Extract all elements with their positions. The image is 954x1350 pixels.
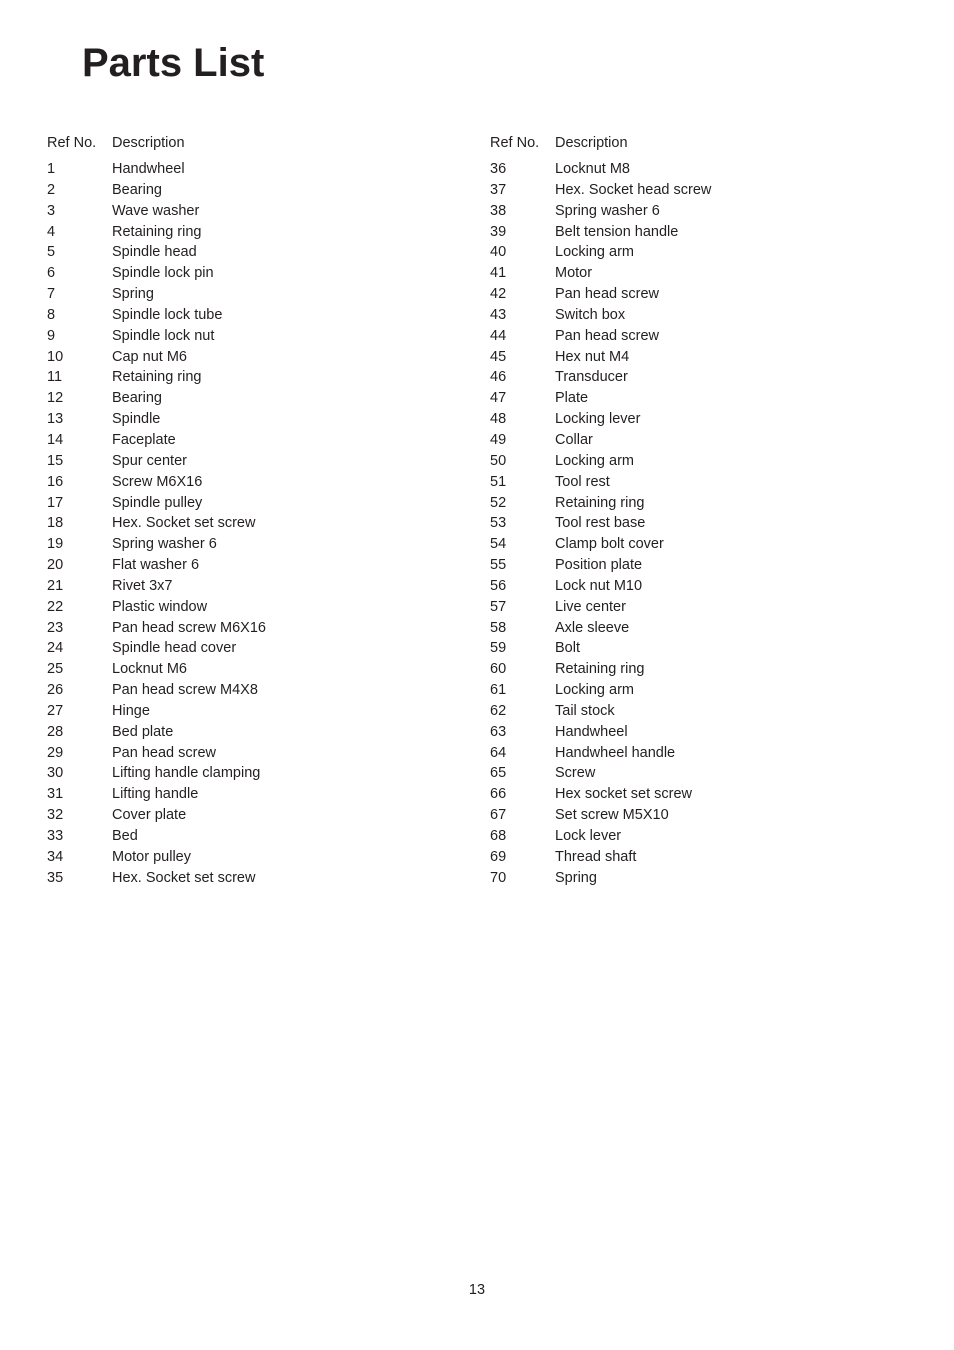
table-row [47, 180, 467, 201]
table-row [47, 576, 467, 597]
table-row [490, 305, 910, 326]
table-row [47, 305, 467, 326]
part-description: Retaining ring [555, 494, 645, 511]
table-row [47, 534, 467, 555]
part-description: Locking arm [555, 452, 634, 469]
part-description: Lifting handle [112, 786, 199, 803]
part-description: Handwheel [112, 161, 185, 177]
ref-number: 29 [47, 744, 64, 761]
part-description: Spindle [112, 411, 161, 428]
table-row [47, 618, 467, 639]
ref-number: 8 [47, 306, 56, 323]
part-description: Plate [555, 390, 589, 407]
part-description: Bed plate [112, 723, 174, 740]
parts-table-right [490, 133, 910, 889]
table-row [490, 513, 910, 534]
table-row [490, 659, 910, 680]
ref-number: 40 [490, 244, 507, 261]
ref-number: 48 [490, 411, 507, 428]
ref-number: 11 [47, 369, 63, 386]
part-description: Collar [555, 431, 593, 448]
part-description: Spindle head cover [112, 640, 237, 657]
table-row [47, 472, 467, 493]
table-row [47, 743, 467, 764]
part-description: Spindle head [112, 244, 197, 261]
ref-number: 62 [490, 702, 507, 719]
ref-number: 61 [490, 682, 507, 699]
ref-number: 31 [47, 786, 64, 803]
table-row [47, 430, 467, 451]
part-description: Transducer [555, 369, 628, 386]
table-row [47, 847, 467, 868]
table-row [490, 451, 910, 472]
part-description: Pan head screw M6X16 [112, 619, 266, 636]
part-description: Locking arm [555, 682, 634, 699]
part-description: Switch box [555, 306, 626, 323]
table-row [490, 722, 910, 743]
table-row [47, 326, 467, 347]
table-row [47, 597, 467, 618]
part-description: Motor pulley [112, 848, 191, 865]
table-row [47, 388, 467, 409]
table-row [490, 242, 910, 263]
table-header [490, 133, 910, 153]
ref-number: 3 [47, 202, 56, 219]
part-description: Spring [555, 869, 597, 886]
ref-number: 56 [490, 577, 507, 594]
part-description: Bolt [555, 640, 580, 657]
ref-number: 19 [47, 536, 64, 553]
ref-number: 69 [490, 848, 507, 865]
ref-number: 44 [490, 327, 507, 344]
ref-number: 33 [47, 828, 64, 844]
part-description: Handwheel handle [555, 744, 676, 761]
ref-number: 36 [490, 161, 507, 177]
table-row [490, 805, 910, 826]
table-row [490, 201, 910, 222]
table-row [490, 159, 910, 180]
table-row [490, 347, 910, 368]
parts-rows-left [47, 159, 467, 889]
ref-number: 23 [47, 619, 64, 636]
ref-number: 27 [47, 702, 64, 719]
part-description: Tail stock [555, 702, 615, 719]
ref-number: 45 [490, 348, 507, 365]
table-row [47, 805, 467, 826]
table-row [490, 367, 910, 388]
table-row [490, 847, 910, 868]
table-row [490, 555, 910, 576]
table-row [490, 784, 910, 805]
ref-number: 59 [490, 640, 507, 657]
table-row [47, 638, 467, 659]
parts-table-left [47, 133, 467, 889]
part-description: Wave washer [112, 202, 200, 219]
ref-number: 68 [490, 828, 507, 844]
table-row [47, 201, 467, 222]
part-description: Position plate [555, 557, 643, 574]
part-description: Lifting handle clamping [112, 765, 261, 782]
description-header: Description [555, 135, 628, 151]
ref-number: 64 [490, 744, 507, 761]
part-description: Locking lever [555, 411, 641, 428]
table-row [47, 347, 467, 368]
ref-number: 47 [490, 390, 507, 407]
ref-number: 42 [490, 286, 507, 303]
part-description: Clamp bolt cover [555, 536, 664, 553]
ref-no-header: Ref No. [490, 135, 540, 151]
table-row [47, 784, 467, 805]
table-row [490, 638, 910, 659]
part-description: Pan head screw [112, 744, 216, 761]
table-row [47, 868, 467, 889]
part-description: Spring washer 6 [555, 202, 660, 219]
part-description: Flat washer 6 [112, 557, 200, 574]
part-description: Cap nut M6 [112, 348, 187, 365]
table-row [490, 597, 910, 618]
ref-number: 18 [47, 515, 64, 532]
part-description: Spindle pulley [112, 494, 203, 511]
part-description: Spindle lock tube [112, 306, 223, 323]
part-description: Set screw M5X10 [555, 807, 669, 824]
ref-number: 22 [47, 598, 64, 615]
ref-number: 24 [47, 640, 64, 657]
table-row [490, 430, 910, 451]
ref-number: 17 [47, 494, 64, 511]
part-description: Faceplate [112, 431, 176, 448]
table-row [490, 576, 910, 597]
ref-number: 5 [47, 244, 56, 261]
part-description: Live center [555, 598, 626, 615]
part-description: Lock nut M10 [555, 577, 643, 594]
ref-number: 65 [490, 765, 507, 782]
ref-number: 53 [490, 515, 507, 532]
table-row [490, 326, 910, 347]
ref-number: 52 [490, 494, 507, 511]
ref-number: 67 [490, 807, 507, 824]
table-row [47, 659, 467, 680]
part-description: Thread shaft [555, 848, 637, 865]
table-row [47, 722, 467, 743]
part-description: Hex nut M4 [555, 348, 630, 365]
part-description: Screw [555, 765, 596, 782]
ref-number: 20 [47, 557, 64, 574]
ref-number: 43 [490, 306, 507, 323]
table-row [47, 222, 467, 243]
ref-number: 49 [490, 431, 507, 448]
table-row [490, 534, 910, 555]
table-row [47, 513, 467, 534]
part-description: Locknut M6 [112, 661, 187, 678]
ref-number: 2 [47, 181, 56, 198]
part-description: Motor [555, 265, 593, 282]
ref-number: 41 [490, 265, 507, 282]
table-row [47, 555, 467, 576]
ref-number: 25 [47, 661, 64, 678]
part-description: Pan head screw [555, 286, 659, 303]
ref-number: 54 [490, 536, 507, 553]
table-row [490, 472, 910, 493]
ref-number: 46 [490, 369, 507, 386]
ref-number: 58 [490, 619, 507, 636]
table-row [47, 284, 467, 305]
ref-number: 30 [47, 765, 64, 782]
table-row [47, 263, 467, 284]
ref-number: 1 [47, 161, 56, 177]
part-description: Lock lever [555, 828, 622, 844]
part-description: Hinge [112, 702, 150, 719]
part-description: Bed [112, 828, 138, 844]
part-description: Pan head screw M4X8 [112, 682, 258, 699]
ref-number: 14 [47, 431, 64, 448]
part-description: Pan head screw [555, 327, 659, 344]
table-row [47, 242, 467, 263]
part-description: Retaining ring [112, 369, 202, 386]
part-description: Spindle lock pin [112, 265, 214, 282]
ref-number: 70 [490, 869, 507, 886]
table-row [47, 680, 467, 701]
table-row [47, 367, 467, 388]
ref-number: 6 [47, 265, 56, 282]
part-description: Rivet 3x7 [112, 577, 173, 594]
part-description: Spindle lock nut [112, 327, 215, 344]
ref-no-header: Ref No. [47, 135, 97, 151]
page-number: 13 [468, 1282, 486, 1298]
ref-number: 12 [47, 390, 64, 407]
table-row [47, 159, 467, 180]
table-row [47, 826, 467, 847]
table-row [490, 680, 910, 701]
ref-number: 9 [47, 327, 56, 344]
table-row [47, 493, 467, 514]
part-description: Retaining ring [555, 661, 645, 678]
part-description: Screw M6X16 [112, 473, 203, 490]
part-description: Locking arm [555, 244, 634, 261]
part-description: Hex socket set screw [555, 786, 692, 803]
ref-number: 51 [490, 473, 507, 490]
table-row [490, 222, 910, 243]
ref-number: 55 [490, 557, 507, 574]
part-description: Bearing [112, 390, 162, 407]
part-description: Tool rest base [555, 515, 646, 532]
ref-number: 15 [47, 452, 64, 469]
ref-number: 38 [490, 202, 507, 219]
table-row [490, 743, 910, 764]
ref-number: 21 [47, 577, 64, 594]
ref-number: 26 [47, 682, 64, 699]
ref-number: 60 [490, 661, 507, 678]
ref-number: 35 [47, 869, 64, 886]
description-header: Description [112, 135, 185, 151]
table-row [490, 868, 910, 889]
table-row [490, 409, 910, 430]
part-description: Hex. Socket set screw [112, 869, 256, 886]
table-row [47, 451, 467, 472]
part-description: Hex. Socket set screw [112, 515, 256, 532]
table-row [490, 618, 910, 639]
table-row [490, 284, 910, 305]
table-row [490, 763, 910, 784]
ref-number: 10 [47, 348, 64, 365]
ref-number: 7 [47, 286, 56, 303]
page-title: Parts List [82, 41, 265, 85]
ref-number: 16 [47, 473, 64, 490]
table-row [490, 263, 910, 284]
parts-rows-right [490, 159, 910, 889]
table-row [490, 701, 910, 722]
table-row [47, 701, 467, 722]
part-description: Retaining ring [112, 223, 202, 240]
part-description: Spring washer 6 [112, 536, 217, 553]
ref-number: 66 [490, 786, 507, 803]
part-description: Handwheel [555, 723, 628, 740]
part-description: Spur center [112, 452, 187, 469]
part-description: Locknut M8 [555, 161, 630, 177]
ref-number: 28 [47, 723, 64, 740]
table-header [47, 133, 467, 153]
table-row [490, 826, 910, 847]
part-description: Plastic window [112, 598, 208, 615]
table-row [490, 180, 910, 201]
ref-number: 4 [47, 223, 56, 240]
part-description: Bearing [112, 181, 162, 198]
part-description: Hex. Socket head screw [555, 181, 712, 198]
table-row [490, 388, 910, 409]
table-row [47, 763, 467, 784]
ref-number: 32 [47, 807, 64, 824]
ref-number: 13 [47, 411, 64, 428]
part-description: Spring [112, 286, 154, 303]
ref-number: 63 [490, 723, 507, 740]
ref-number: 34 [47, 848, 64, 865]
ref-number: 57 [490, 598, 507, 615]
table-row [47, 409, 467, 430]
ref-number: 37 [490, 181, 507, 198]
part-description: Cover plate [112, 807, 187, 824]
part-description: Tool rest [555, 473, 610, 490]
part-description: Belt tension handle [555, 223, 679, 240]
ref-number: 39 [490, 223, 507, 240]
part-description: Axle sleeve [555, 619, 630, 636]
table-row [490, 493, 910, 514]
ref-number: 50 [490, 452, 507, 469]
